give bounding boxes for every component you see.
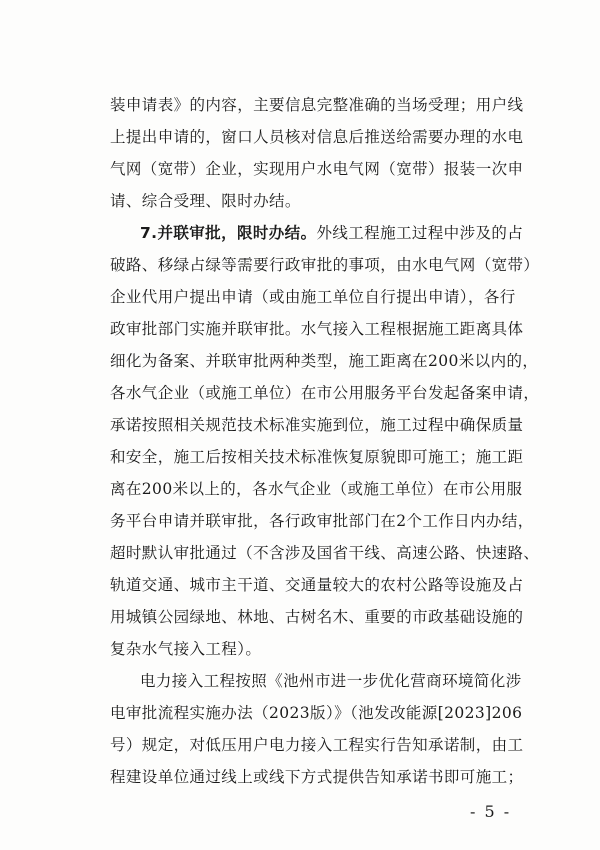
section-heading-7: 7.并联审批，限时办结。 — [140, 224, 317, 242]
paragraph-line: 超时默认审批通过（不含涉及国省干线、高速公路、快速路、 — [110, 544, 540, 562]
paragraph-line: 装申请表》的内容，主要信息完整准确的当场受理；用户线 — [110, 96, 524, 114]
paragraph-line: 电力接入工程按照《池州市进一步优化营商环境简化涉 — [140, 672, 522, 690]
paragraph-line: 务平台申请并联审批，各行政审批部门在2个工作日内办结， — [110, 512, 534, 530]
paragraph-text: 外线工程施工过程中涉及的占 — [316, 224, 524, 242]
paragraph-line: 号）规定，对低压用户电力接入工程实行告知承诺制，由工 — [110, 736, 524, 754]
paragraph-line: 电审批流程实施办法（2023版）》（池发改能源[2023]206 — [110, 704, 523, 722]
paragraph-line: 承诺按照相关规范技术标准实施到位，施工过程中确保质量 — [110, 416, 524, 434]
paragraph-line: 用城镇公园绿地、林地、古树名木、重要的市政基础设施的 — [110, 608, 524, 626]
paragraph-line: 企业代用户提出申请（或由施工单位自行提出申请），各行 — [110, 288, 516, 306]
paragraph-line: 上提出申请的，窗口人员核对信息后推送给需要办理的水电 — [110, 128, 524, 146]
paragraph-line: 离在200米以上的，各水气企业（或施工单位）在市公用服 — [110, 480, 523, 498]
section-7-first-line — [140, 223, 524, 243]
paragraph-line: 轨道交通、城市主干道、交通量较大的农村公路等设施及占 — [110, 576, 524, 594]
paragraph-line: 和安全，施工后按相关技术标准恢复原貌即可施工；施工距 — [110, 448, 524, 466]
paragraph-line: 复杂水气接入工程）。 — [110, 640, 262, 658]
paragraph-line: 请、综合受理、限时办结。 — [110, 192, 301, 210]
paragraph-line: 破路、移绿占绿等需要行政审批的事项，由水电气网（宽带） — [110, 256, 540, 274]
paragraph-line: 各水气企业（或施工单位）在市公用服务平台发起备案申请， — [110, 384, 540, 402]
paragraph-line: 政审批部门实施并联审批。水气接入工程根据施工距离具体 — [110, 320, 524, 338]
page-number: - 5 - — [470, 802, 512, 821]
paragraph-line: 程建设单位通过线上或线下方式提供告知承诺书即可施工； — [110, 768, 524, 786]
paragraph-line: 细化为备案、并联审批两种类型，施工距离在200米以内的， — [110, 352, 539, 370]
paragraph-line: 气网（宽带）企业，实现用户水电气网（宽带）报装一次申 — [110, 160, 524, 178]
